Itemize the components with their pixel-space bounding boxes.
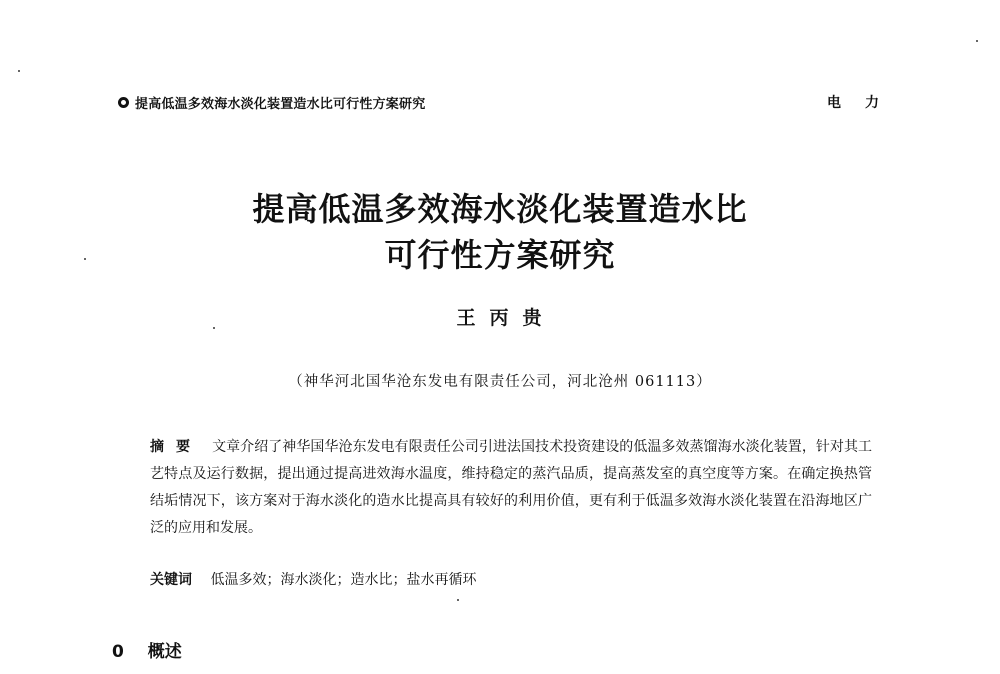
abstract	[150, 434, 872, 542]
abstract-label: 摘要	[150, 439, 203, 455]
keywords	[150, 569, 476, 589]
section-number: 0	[112, 642, 124, 662]
journal-name: 电力	[827, 95, 903, 111]
article-title	[0, 186, 1000, 278]
scan-speck	[84, 258, 86, 260]
author-name: 王丙贵	[456, 307, 556, 329]
running-header-left	[118, 93, 425, 112]
author-affiliation: （神华河北国华沧东发电有限责任公司，河北沧州 061113）	[288, 374, 712, 390]
scan-speck	[213, 327, 215, 329]
keywords-text: 低温多效；海水淡化；造水比；盐水再循环	[210, 572, 477, 588]
keywords-label: 关键词	[150, 572, 192, 588]
article-title-line-2: 可行性方案研究	[384, 236, 616, 274]
scan-speck	[457, 599, 459, 601]
section-title: 概述	[147, 642, 182, 662]
bullet-icon	[118, 97, 129, 108]
scan-speck	[18, 70, 20, 72]
abstract-text: 文章介绍了神华国华沧东发电有限责任公司引进法国技术投资建设的低温多效蒸馏海水淡化装置，针对其工艺特点及运行数据，提出通过提高进效海水温度，维持稳定的蒸汽品质，提高蒸发室的真空度等方案。在确定换热管结垢情况下，该方案对于海水淡化的造水比提高具有较好的利用价值，更有利于低温多效海水淡化装置在沿海地区广泛的应用和发展。	[150, 439, 873, 536]
running-header-title: 提高低温多效海水淡化装置造水比可行性方案研究	[135, 97, 426, 112]
scan-speck	[976, 40, 978, 42]
article-title-line-1: 提高低温多效海水淡化装置造水比	[252, 190, 748, 228]
section-heading	[112, 637, 182, 662]
